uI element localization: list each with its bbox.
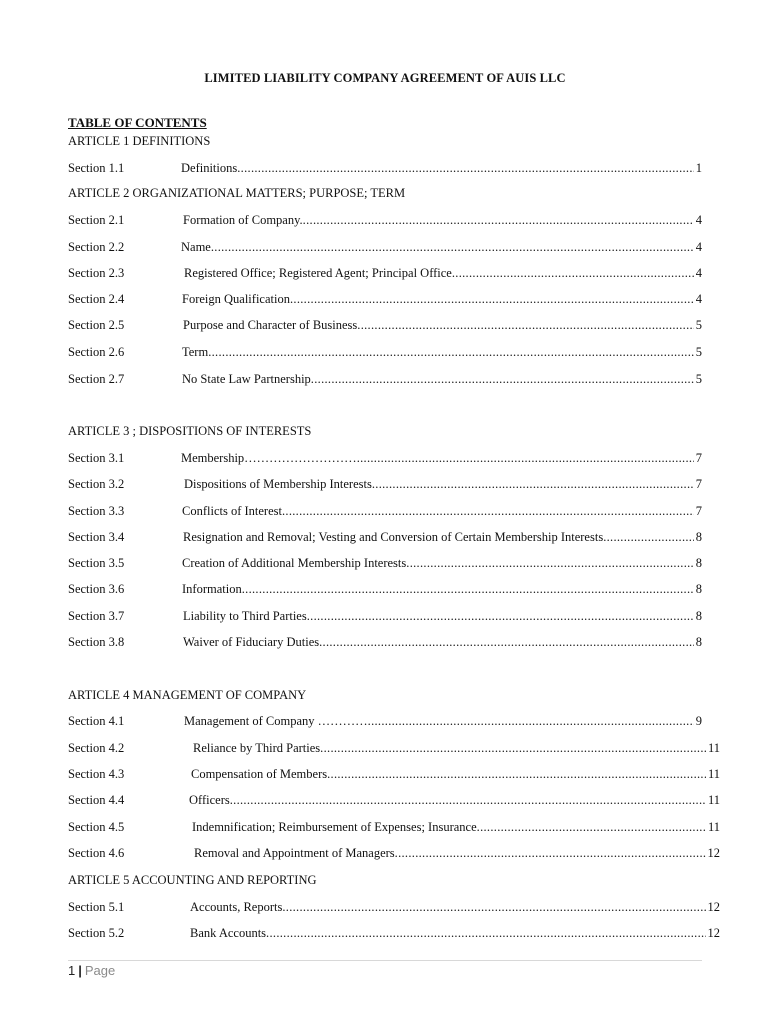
section-title: Information (182, 582, 242, 596)
footer-divider (68, 960, 702, 961)
section-number: Section 3.4 (68, 530, 125, 544)
section-number: Section 4.2 (68, 741, 125, 755)
section-number: Section 3.1 (68, 451, 125, 465)
section-number: Section 2.3 (68, 266, 125, 280)
page-ref: 4 (695, 292, 702, 306)
toc-entry-4-1[interactable] (68, 713, 702, 729)
page-ref: 12 (707, 846, 720, 860)
section-number: Section 3.8 (68, 635, 125, 649)
section-title: Name (181, 240, 211, 254)
page-ref: 7 (695, 477, 702, 491)
section-title: Foreign Qualification (182, 292, 290, 306)
page-number: 1 (68, 963, 76, 978)
page-ref: 12 (707, 900, 720, 914)
section-title: Accounts, Reports (190, 900, 283, 914)
toc-entry-2-1[interactable] (68, 212, 702, 228)
page-ref: 8 (695, 609, 702, 623)
page-ref: 7 (695, 504, 702, 518)
section-title: Definitions (181, 161, 238, 175)
section-number: Section 3.7 (68, 609, 125, 623)
toc-entry-2-7[interactable] (68, 371, 702, 387)
section-title: Membership……………………… (181, 451, 357, 465)
section-number: Section 5.1 (68, 900, 125, 914)
page-ref: 4 (695, 240, 702, 254)
section-number: Section 2.1 (68, 213, 125, 227)
section-title: Waiver of Fiduciary Duties (183, 635, 320, 649)
document-title: LIMITED LIABILITY COMPANY AGREEMENT OF AUIS LLC (204, 71, 566, 85)
toc-entry-3-6[interactable] (68, 581, 702, 597)
toc-entry-5-1[interactable] (68, 899, 720, 915)
toc-entry-3-2[interactable] (68, 476, 702, 492)
toc-entry-2-4[interactable] (68, 291, 702, 307)
toc-entry-4-5[interactable] (68, 819, 720, 835)
page-ref: 7 (695, 451, 702, 465)
article-2-heading: ARTICLE 2 ORGANIZATIONAL MATTERS; PURPOSE; TERM (68, 186, 406, 200)
section-title: Creation of Additional Membership Interests (182, 556, 407, 570)
section-number: Section 4.5 (68, 820, 125, 834)
section-title: Indemnification; Reimbursement of Expenses; Insurance (192, 820, 477, 834)
section-title: Registered Office; Registered Agent; Principal Office (184, 266, 452, 280)
page-ref: 1 (695, 161, 702, 175)
toc-entry-3-1[interactable] (68, 450, 702, 466)
page-ref: 11 (707, 741, 720, 755)
section-number: Section 1.1 (68, 161, 125, 175)
section-title: No State Law Partnership (182, 372, 311, 386)
section-number: Section 3.6 (68, 582, 125, 596)
toc-entry-4-6[interactable] (68, 845, 720, 861)
toc-entry-1-1[interactable] (68, 160, 702, 176)
article-5-heading: ARTICLE 5 ACCOUNTING AND REPORTING (68, 873, 317, 887)
section-title: Resignation and Removal; Vesting and Conversion of Certain Membership Interests (183, 530, 604, 544)
page-ref: 8 (695, 635, 702, 649)
toc-entry-5-2[interactable] (68, 925, 720, 941)
page-ref: 8 (695, 530, 702, 544)
page-ref: 12 (707, 926, 720, 940)
toc-entry-4-4[interactable] (68, 792, 720, 808)
toc-entry-3-5[interactable] (68, 555, 702, 571)
footer-separator: | (78, 963, 82, 978)
article-1-heading: ARTICLE 1 DEFINITIONS (68, 134, 211, 148)
page-ref: 4 (695, 266, 702, 280)
toc-entry-4-2[interactable] (68, 740, 720, 756)
page-ref: 5 (695, 318, 702, 332)
page-label: Page (84, 963, 116, 978)
section-number: Section 4.4 (68, 793, 125, 807)
page-footer (68, 963, 115, 978)
section-title: Term (182, 345, 209, 359)
toc-entry-2-5[interactable] (68, 317, 702, 333)
toc-entry-2-2[interactable] (68, 239, 702, 255)
page-ref: 9 (695, 714, 702, 728)
section-title: Management of Company ………… (184, 714, 368, 728)
section-number: Section 2.2 (68, 240, 125, 254)
section-number: Section 3.2 (68, 477, 125, 491)
section-title: Reliance by Third Parties (193, 741, 321, 755)
section-title: Compensation of Members (191, 767, 328, 781)
section-number: Section 4.3 (68, 767, 125, 781)
toc-entry-2-3[interactable] (68, 265, 702, 281)
toc-entry-3-7[interactable] (68, 608, 702, 624)
page-ref: 4 (695, 213, 702, 227)
page-ref: 11 (707, 793, 720, 807)
page-ref: 11 (707, 820, 720, 834)
section-number: Section 4.6 (68, 846, 125, 860)
toc-entry-3-4[interactable] (68, 529, 702, 545)
section-number: Section 2.5 (68, 318, 125, 332)
section-number: Section 2.6 (68, 345, 125, 359)
page-ref: 8 (695, 556, 702, 570)
page-ref: 5 (695, 372, 702, 386)
section-number: Section 4.1 (68, 714, 125, 728)
section-number: Section 2.4 (68, 292, 125, 306)
section-title: Conflicts of Interest (182, 504, 282, 518)
article-3-heading: ARTICLE 3 ; DISPOSITIONS OF INTERESTS (68, 424, 312, 438)
page-ref: 11 (707, 767, 720, 781)
article-4-heading: ARTICLE 4 MANAGEMENT OF COMPANY (68, 688, 307, 702)
toc-entry-3-8[interactable] (68, 634, 702, 650)
section-title: Purpose and Character of Business (183, 318, 358, 332)
section-title: Bank Accounts (190, 926, 267, 940)
section-number: Section 3.5 (68, 556, 125, 570)
toc-heading: TABLE OF CONTENTS (68, 115, 207, 130)
page-ref: 5 (695, 345, 702, 359)
toc-entry-4-3[interactable] (68, 766, 720, 782)
section-title: Removal and Appointment of Managers (194, 846, 395, 860)
section-title: Liability to Third Parties (183, 609, 307, 623)
section-number: Section 5.2 (68, 926, 125, 940)
section-title: Officers (189, 793, 230, 807)
section-number: Section 2.7 (68, 372, 125, 386)
toc-entry-3-3[interactable] (68, 503, 702, 519)
section-title: Formation of Company. (183, 213, 303, 227)
page-ref: 8 (695, 582, 702, 596)
section-number: Section 3.3 (68, 504, 125, 518)
section-title: Dispositions of Membership Interests (184, 477, 372, 491)
toc-entry-2-6[interactable] (68, 344, 702, 360)
